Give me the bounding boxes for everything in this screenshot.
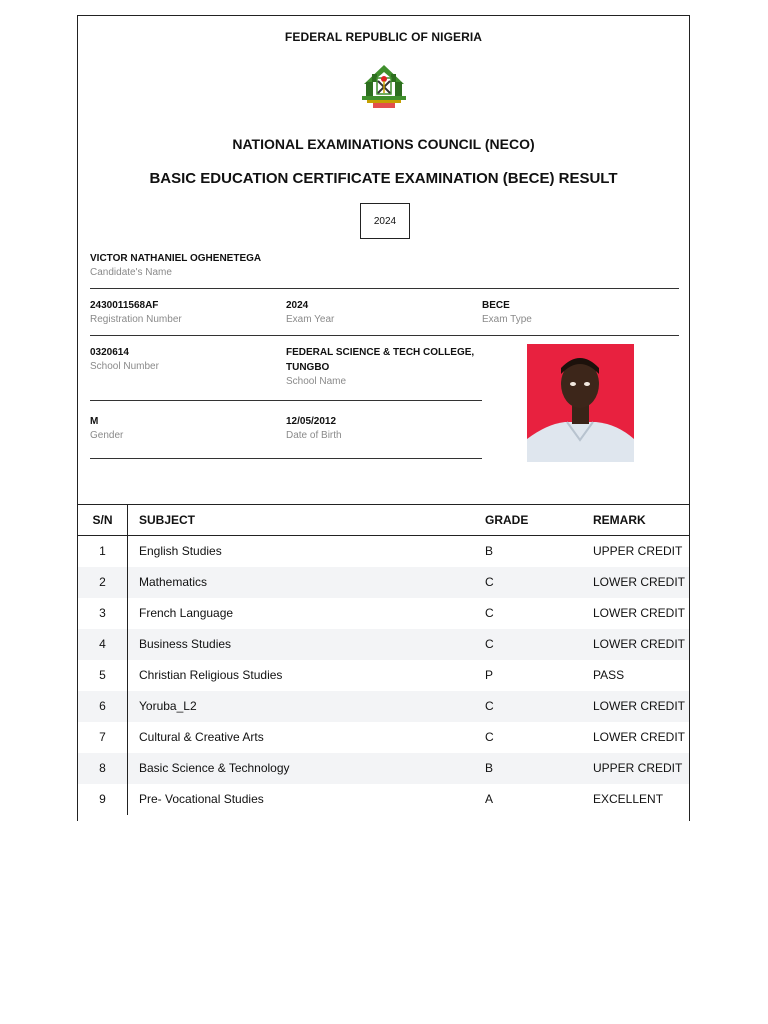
row-remark: LOWER CREDIT [593, 637, 686, 651]
row-remark: LOWER CREDIT [593, 575, 686, 589]
school-name-label: School Name [286, 376, 347, 387]
row-remark: UPPER CREDIT [593, 761, 683, 775]
row-sn: 3 [99, 606, 106, 620]
results-table [78, 504, 689, 815]
row-subject: Yoruba_L2 [139, 699, 197, 713]
registration-number: 2430011568AF [90, 300, 159, 311]
row-grade: C [485, 575, 494, 589]
table-row [78, 753, 689, 784]
country-title: FEDERAL REPUBLIC OF NIGERIA [284, 30, 483, 44]
row-grade: C [485, 730, 494, 744]
header-remark: REMARK [593, 513, 646, 527]
exam-type: BECE [482, 300, 510, 311]
result-sheet [77, 15, 690, 821]
divider [90, 458, 482, 459]
row-subject: Christian Religious Studies [139, 668, 283, 682]
divider [90, 400, 482, 401]
table-row [78, 629, 689, 660]
exam-title: BASIC EDUCATION CERTIFICATE EXAMINATION (BECE) RESULT [149, 170, 618, 187]
table-row [78, 784, 689, 815]
row-grade: A [485, 792, 494, 806]
row-subject: Business Studies [139, 637, 232, 651]
row-subject: Mathematics [139, 575, 208, 589]
table-row [78, 598, 689, 629]
row-sn: 4 [99, 637, 106, 651]
row-remark: EXCELLENT [593, 792, 664, 806]
row-subject: Basic Science & Technology [139, 761, 290, 775]
row-sn: 6 [99, 699, 106, 713]
school-number-label: School Number [90, 361, 159, 372]
row-grade: C [485, 637, 494, 651]
row-remark: LOWER CREDIT [593, 699, 686, 713]
table-row [78, 536, 689, 567]
row-sn: 9 [99, 792, 106, 806]
row-grade: B [485, 544, 494, 558]
row-sn: 1 [99, 544, 106, 558]
coat-of-arms-icon [359, 64, 409, 110]
council-name: NATIONAL EXAMINATIONS COUNCIL (NECO) [232, 136, 535, 152]
row-sn: 5 [99, 668, 106, 682]
registration-number-label: Registration Number [90, 314, 182, 325]
candidate-name-label: Candidate's Name [90, 267, 172, 278]
row-grade: P [485, 668, 494, 682]
school-number: 0320614 [90, 347, 129, 358]
divider [90, 335, 679, 336]
header-grade: GRADE [485, 513, 529, 527]
candidate-photo [527, 344, 634, 462]
row-grade: C [485, 606, 494, 620]
row-subject: Cultural & Creative Arts [139, 730, 264, 744]
date-of-birth-label: Date of Birth [286, 430, 342, 441]
exam-year: 2024 [286, 300, 309, 311]
row-remark: LOWER CREDIT [593, 730, 686, 744]
table-column-divider [127, 505, 128, 815]
gender: M [90, 416, 99, 427]
table-header [78, 504, 689, 536]
row-subject: Pre- Vocational Studies [139, 792, 264, 806]
row-grade: C [485, 699, 494, 713]
table-row [78, 691, 689, 722]
exam-type-label: Exam Type [482, 314, 532, 325]
exam-year-label: Exam Year [286, 314, 335, 325]
table-row [78, 722, 689, 753]
table-row [78, 660, 689, 691]
table-body [78, 536, 689, 815]
header-sn: S/N [92, 513, 113, 527]
table-row [78, 567, 689, 598]
school-name: FEDERAL SCIENCE & TECH COLLEGE, TUNGBO [286, 347, 475, 373]
divider [90, 288, 679, 289]
row-grade: B [485, 761, 494, 775]
row-remark: UPPER CREDIT [593, 544, 683, 558]
date-of-birth: 12/05/2012 [286, 416, 337, 427]
header-subject: SUBJECT [139, 513, 196, 527]
row-remark: LOWER CREDIT [593, 606, 686, 620]
year-badge: 2024 [360, 203, 410, 239]
row-sn: 7 [99, 730, 106, 744]
row-remark: PASS [593, 668, 625, 682]
row-sn: 2 [99, 575, 106, 589]
row-subject: French Language [139, 606, 234, 620]
candidate-name: VICTOR NATHANIEL OGHENETEGA [90, 253, 262, 264]
row-subject: English Studies [139, 544, 222, 558]
gender-label: Gender [90, 430, 124, 441]
row-sn: 8 [99, 761, 106, 775]
